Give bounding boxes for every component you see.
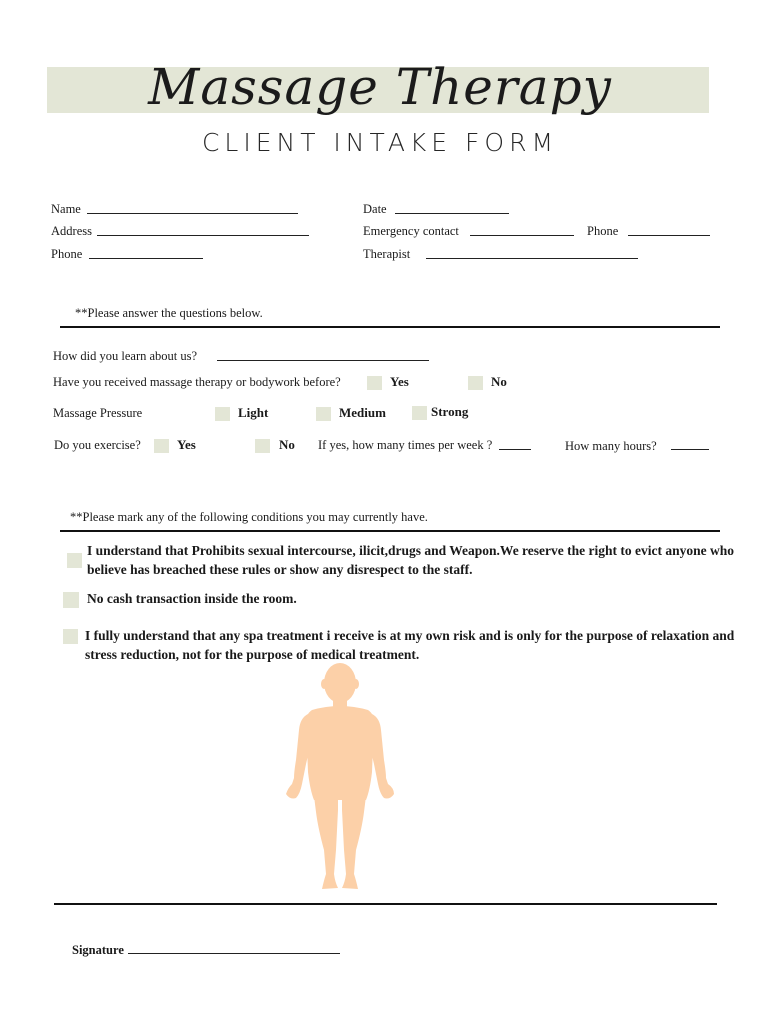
questions-instruction: **Please answer the questions below.: [75, 306, 263, 320]
emergency-phone-field[interactable]: [628, 235, 710, 236]
exercise-yes-checkbox[interactable]: [154, 439, 169, 453]
exercise-no-label: No: [279, 437, 295, 452]
pressure-medium-checkbox[interactable]: [316, 407, 331, 421]
condition-3-line-1: I fully understand that any spa treatment i receive is at my own risk and is only for the purpose of relaxation and: [85, 628, 735, 643]
hours-label: How many hours?: [565, 439, 657, 453]
condition-2-checkbox[interactable]: [63, 592, 79, 608]
received-yes-label: Yes: [390, 374, 409, 389]
learn-about-field[interactable]: [217, 360, 429, 361]
emergency-contact-field[interactable]: [470, 235, 574, 236]
condition-1-line-1: I understand that Prohibits sexual intercourse, ilicit,drugs and Weapon.We reserve the right to evict anyone who: [87, 543, 735, 558]
signature-divider: [54, 903, 717, 905]
pressure-label: Massage Pressure: [53, 406, 143, 420]
pressure-strong-checkbox[interactable]: [412, 406, 427, 420]
condition-2-text: No cash transaction inside the room.: [87, 591, 297, 606]
pressure-light-checkbox[interactable]: [215, 407, 230, 421]
condition-3-text: [85, 626, 734, 664]
conditions-divider: [60, 530, 720, 532]
body-silhouette: [286, 663, 394, 889]
page-subtitle: CLIENT INTAKE FORM: [201, 128, 559, 157]
received-yes-checkbox[interactable]: [367, 376, 382, 390]
exercise-label: Do you exercise?: [54, 438, 141, 452]
condition-3-checkbox[interactable]: [63, 629, 78, 644]
times-per-week-label: If yes, how many times per week ?: [318, 438, 493, 452]
condition-3-line-2: stress reduction, not for the purpose of medical treatment.: [85, 647, 420, 662]
condition-1-line-2: believe has breached these rules or show any disrespect to the staff.: [87, 562, 473, 577]
address-label: Address: [51, 224, 92, 238]
emergency-contact-label: Emergency contact: [363, 224, 459, 238]
emergency-phone-label: Phone: [587, 224, 619, 238]
name-field[interactable]: [87, 213, 298, 214]
phone-label: Phone: [51, 247, 83, 261]
received-before-label: Have you received massage therapy or bodywork before?: [53, 375, 341, 389]
date-label: Date: [363, 202, 387, 216]
exercise-yes-label: Yes: [177, 437, 196, 452]
pressure-strong-label: Strong: [431, 404, 469, 419]
conditions-instruction: **Please mark any of the following conditions you may currently have.: [70, 510, 428, 524]
phone-field[interactable]: [89, 258, 203, 259]
times-per-week-field[interactable]: [499, 449, 531, 450]
address-field[interactable]: [97, 235, 309, 236]
learn-about-label: How did you learn about us?: [53, 349, 198, 363]
therapist-field[interactable]: [426, 258, 638, 259]
condition-1-text: [87, 541, 734, 579]
received-no-checkbox[interactable]: [468, 376, 483, 390]
page-title: Massage Therapy: [148, 58, 612, 116]
condition-1-checkbox[interactable]: [67, 553, 82, 568]
date-field[interactable]: [395, 213, 509, 214]
pressure-light-label: Light: [238, 405, 269, 420]
received-no-label: No: [491, 374, 507, 389]
hours-field[interactable]: [671, 449, 709, 450]
pressure-medium-label: Medium: [339, 405, 386, 420]
exercise-no-checkbox[interactable]: [255, 439, 270, 453]
section-divider: [60, 326, 720, 328]
signature-field[interactable]: [128, 953, 340, 954]
therapist-label: Therapist: [363, 247, 411, 261]
signature-label: Signature: [72, 943, 124, 957]
name-label: Name: [51, 202, 81, 216]
human-body-figure: [282, 660, 398, 892]
